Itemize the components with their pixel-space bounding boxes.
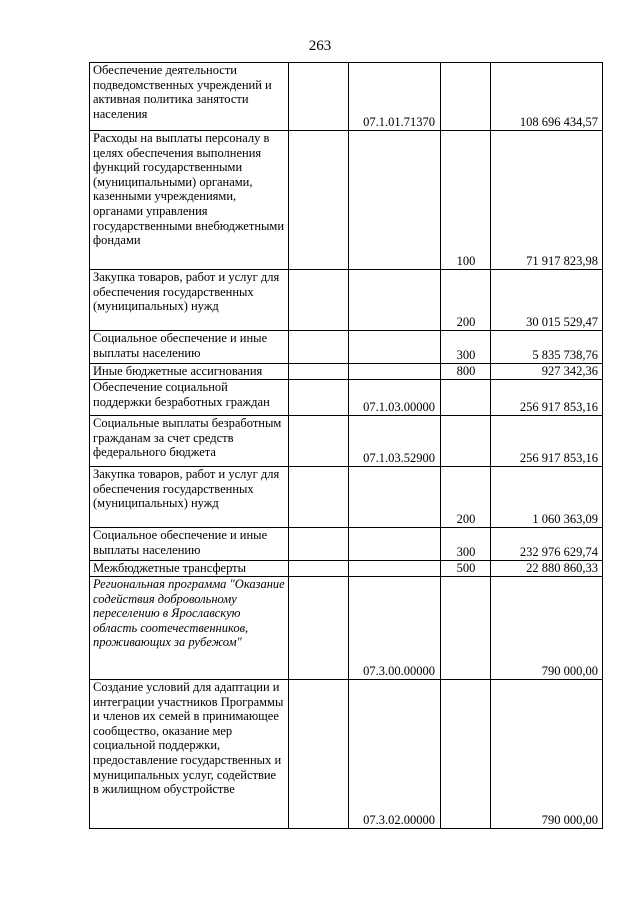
table-row — [90, 577, 603, 680]
row-name-cell: Обеспечение социальной поддержки безработных граждан — [90, 380, 289, 416]
table-row — [90, 270, 603, 331]
row-empty-cell — [289, 577, 349, 680]
row-name-cell: Расходы на выплаты персоналу в целях обеспечения выполнения функций государственными (муниципальными) органами, казенными учреждениями, органами управления государственными внебюджетными фондами — [90, 131, 289, 270]
budget-table — [89, 62, 603, 829]
row-amount-cell: 790 000,00 — [491, 680, 603, 829]
row-expense-type-cell: 200 — [441, 467, 491, 528]
row-amount-cell: 108 696 434,57 — [491, 63, 603, 131]
row-empty-cell — [289, 416, 349, 467]
table-row — [90, 131, 603, 270]
row-code-cell: 07.3.02.00000 — [349, 680, 441, 829]
table-row — [90, 561, 603, 577]
row-name-cell: Межбюджетные трансферты — [90, 561, 289, 577]
row-name-cell: Социальное обеспечение и иные выплаты населению — [90, 331, 289, 364]
row-amount-cell: 1 060 363,09 — [491, 467, 603, 528]
row-amount-cell: 71 917 823,98 — [491, 131, 603, 270]
row-amount-cell: 927 342,36 — [491, 364, 603, 380]
table-row — [90, 467, 603, 528]
page-number: 263 — [308, 38, 332, 54]
row-amount-cell: 5 835 738,76 — [491, 331, 603, 364]
row-empty-cell — [289, 364, 349, 380]
row-code-cell: 07.1.01.71370 — [349, 63, 441, 131]
row-expense-type-cell — [441, 577, 491, 680]
row-expense-type-cell: 800 — [441, 364, 491, 380]
row-code-cell: 07.1.03.00000 — [349, 380, 441, 416]
table-row — [90, 63, 603, 131]
row-name-cell: Создание условий для адаптации и интеграции участников Программы и членов их семей в принимающее сообщество, оказание мер социальной поддержки, предоставление государственных и муниципальных услуг, содействие в жилищном обустройстве — [90, 680, 289, 829]
row-code-cell: 07.3.00.00000 — [349, 577, 441, 680]
table-row — [90, 380, 603, 416]
row-empty-cell — [289, 528, 349, 561]
row-expense-type-cell: 300 — [441, 331, 491, 364]
row-code-cell — [349, 528, 441, 561]
table-row — [90, 364, 603, 380]
row-code-cell — [349, 467, 441, 528]
row-amount-cell: 22 880 860,33 — [491, 561, 603, 577]
row-empty-cell — [289, 561, 349, 577]
row-empty-cell — [289, 331, 349, 364]
table-row — [90, 680, 603, 829]
table-row — [90, 416, 603, 467]
row-empty-cell — [289, 467, 349, 528]
row-code-cell — [349, 131, 441, 270]
row-code-cell — [349, 270, 441, 331]
row-code-cell: 07.1.03.52900 — [349, 416, 441, 467]
row-name-cell: Закупка товаров, работ и услуг для обеспечения государственных (муниципальных) нужд — [90, 467, 289, 528]
row-amount-cell: 256 917 853,16 — [491, 416, 603, 467]
row-amount-cell: 232 976 629,74 — [491, 528, 603, 561]
row-amount-cell: 256 917 853,16 — [491, 380, 603, 416]
row-name-cell: Социальные выплаты безработным гражданам за счет средств федерального бюджета — [90, 416, 289, 467]
row-expense-type-cell: 300 — [441, 528, 491, 561]
row-name-cell: Иные бюджетные ассигнования — [90, 364, 289, 380]
row-name-cell: Закупка товаров, работ и услуг для обеспечения государственных (муниципальных) нужд — [90, 270, 289, 331]
row-expense-type-cell — [441, 416, 491, 467]
row-empty-cell — [289, 380, 349, 416]
row-empty-cell — [289, 131, 349, 270]
row-expense-type-cell — [441, 680, 491, 829]
row-name-cell: Региональная программа "Оказание содействия добровольному переселению в Ярославскую область соотечественников, проживающих за рубежом" — [90, 577, 289, 680]
row-expense-type-cell — [441, 380, 491, 416]
row-name-cell: Социальное обеспечение и иные выплаты населению — [90, 528, 289, 561]
row-amount-cell: 30 015 529,47 — [491, 270, 603, 331]
row-expense-type-cell: 100 — [441, 131, 491, 270]
row-code-cell — [349, 561, 441, 577]
row-empty-cell — [289, 680, 349, 829]
row-empty-cell — [289, 270, 349, 331]
table-row — [90, 331, 603, 364]
row-name-cell: Обеспечение деятельности подведомственных учреждений и активная политика занятости населения — [90, 63, 289, 131]
row-empty-cell — [289, 63, 349, 131]
row-code-cell — [349, 364, 441, 380]
row-expense-type-cell: 200 — [441, 270, 491, 331]
row-code-cell — [349, 331, 441, 364]
row-expense-type-cell: 500 — [441, 561, 491, 577]
row-amount-cell: 790 000,00 — [491, 577, 603, 680]
row-expense-type-cell — [441, 63, 491, 131]
table-row — [90, 528, 603, 561]
